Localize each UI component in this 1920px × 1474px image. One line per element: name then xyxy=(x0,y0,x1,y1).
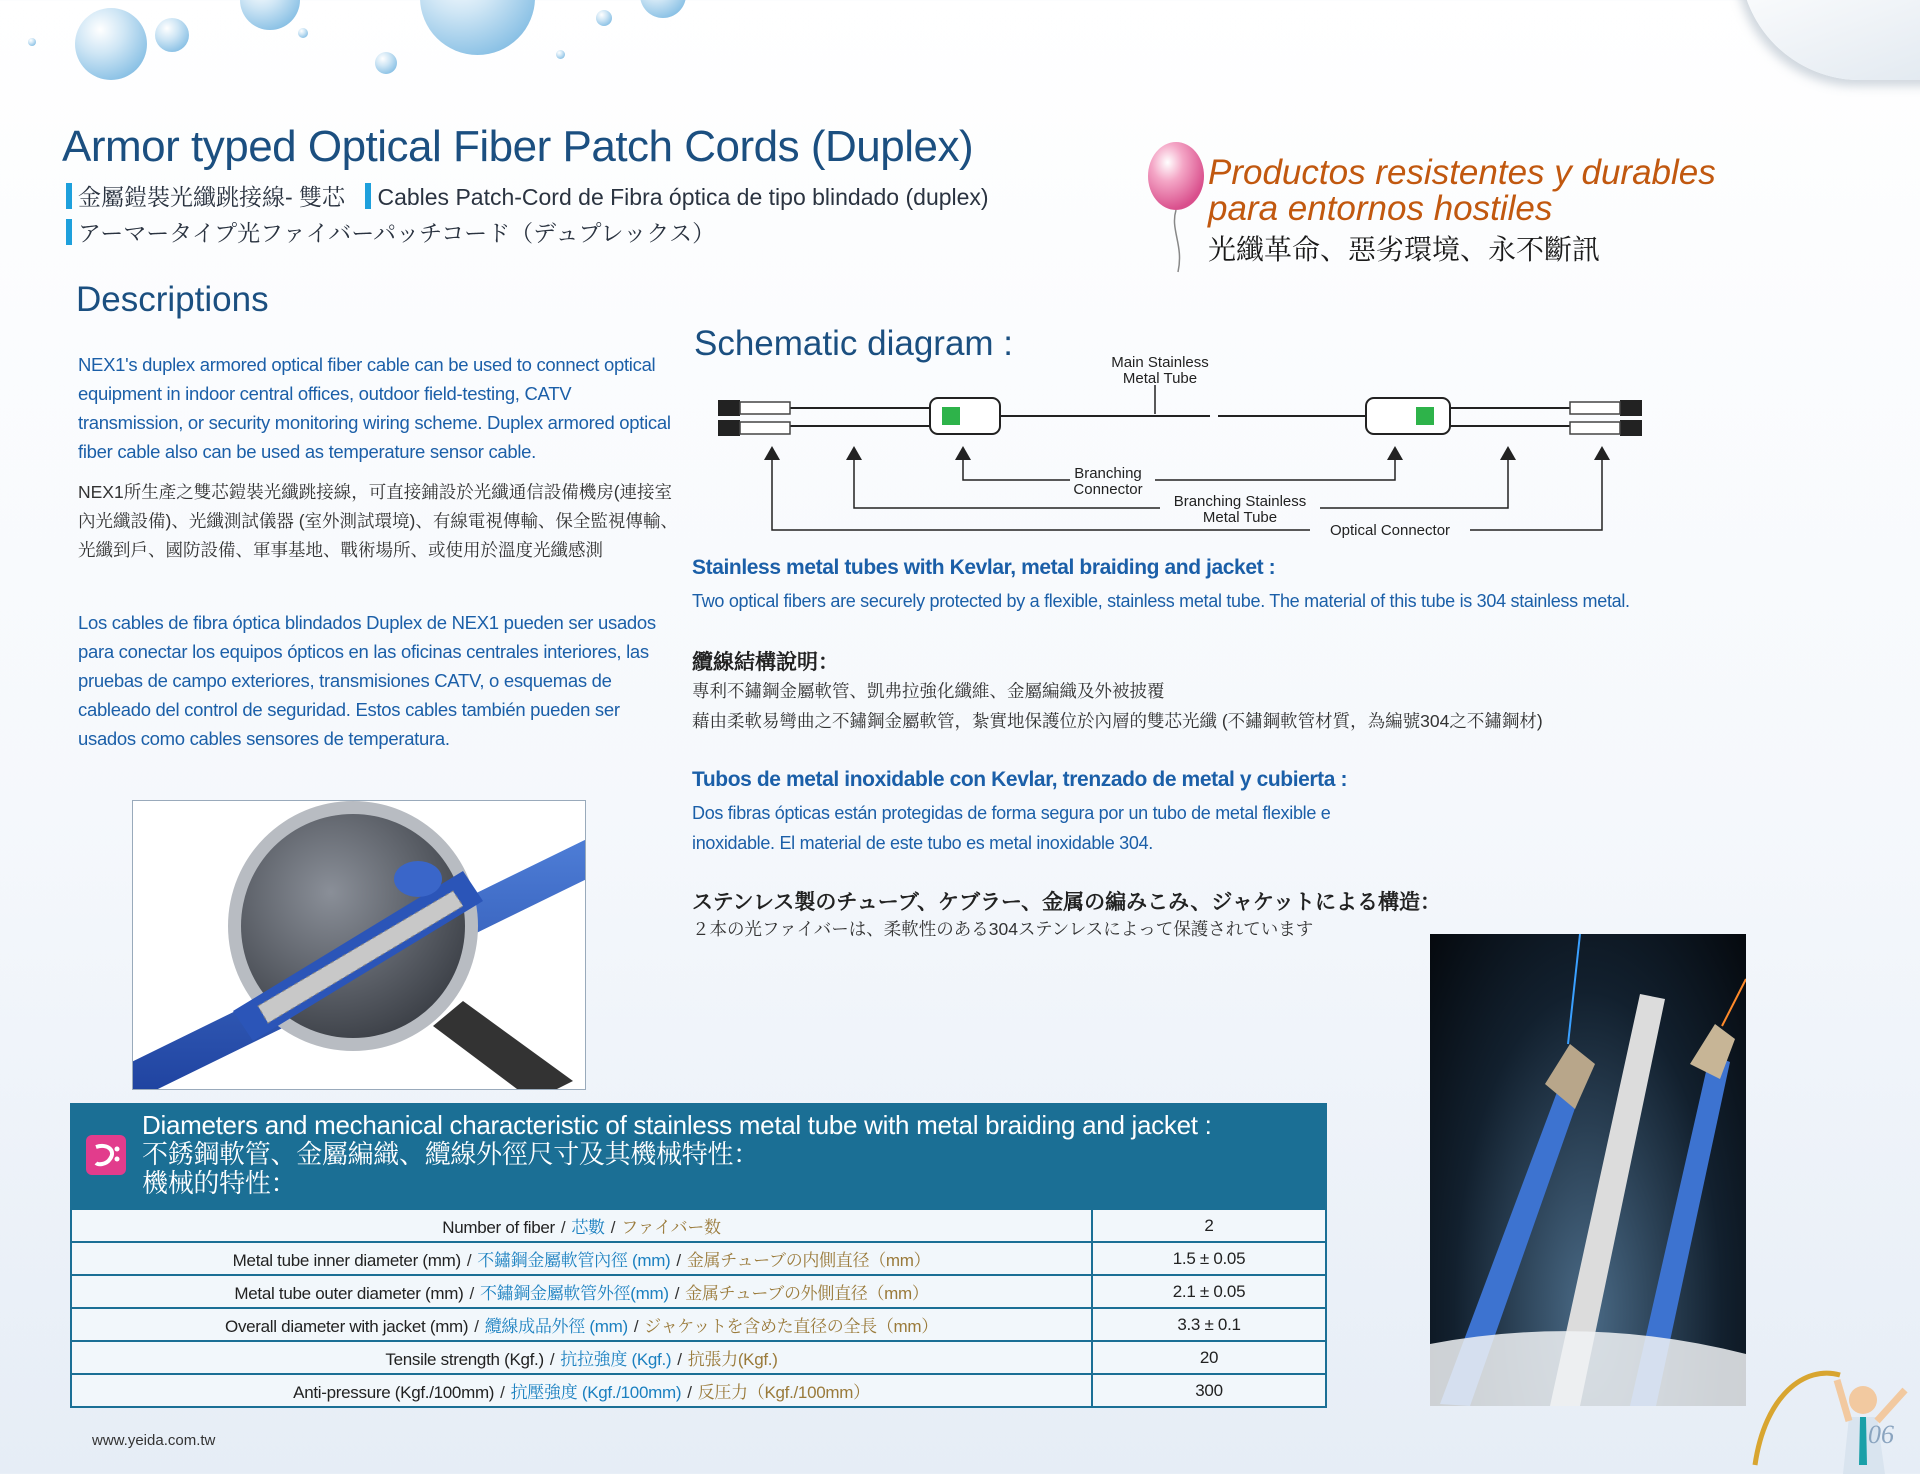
structure-en-heading: Stainless metal tubes with Kevlar, metal braiding and jacket : xyxy=(692,556,1276,579)
spec-label-jp: 金属チューブの内側直径（mm） xyxy=(686,1251,931,1270)
structure-es-body-2: inoxidable. El material de este tubo es metal inoxidable 304. xyxy=(692,833,1153,853)
page-number: 06 xyxy=(1868,1420,1894,1449)
corner-swoosh xyxy=(1740,0,1920,80)
page-title: Armor typed Optical Fiber Patch Cords (Duplex) xyxy=(62,122,974,171)
spec-label-zh: 芯數 xyxy=(571,1218,605,1237)
separator: / xyxy=(676,1251,681,1270)
separator: / xyxy=(560,1218,566,1237)
spec-label-en: Number of fiber xyxy=(442,1218,555,1237)
separator: / xyxy=(687,1383,692,1402)
tagline-es: Productos resistentes y durables para entornos hostiles xyxy=(1208,153,1716,228)
description-en: NEX1's duplex armored optical fiber cable can be used to connect optical equipment in indoor central offices, outdoor field-testing, CATV transmission, or security monitoring wiring scheme. Duplex armored optical fiber cable also can be used as temperature sensor cable. xyxy=(78,354,671,462)
spec-label-cell xyxy=(71,1209,1092,1242)
cable-magnifier-photo xyxy=(132,800,586,1090)
bubble-decoration xyxy=(640,0,686,18)
structure-zh-heading: 纜線結構說明： xyxy=(692,651,839,674)
spec-label-en: Overall diameter with jacket (mm) xyxy=(225,1317,469,1336)
spec-label-en: Metal tube outer diameter (mm) xyxy=(234,1284,464,1303)
structure-es-heading: Tubos de metal inoxidable con Kevlar, trenzado de metal y cubierta : xyxy=(692,768,1348,791)
separator: / xyxy=(469,1284,474,1303)
descriptions-heading: Descriptions xyxy=(76,280,269,319)
spec-label-zh: 不鏽鋼金屬軟管內徑 (mm) xyxy=(477,1251,671,1270)
subtitle-jp: アーマータイプ光ファイバーパッチコード（デュプレックス） xyxy=(78,220,716,246)
spec-value-cell: 2 xyxy=(1092,1209,1326,1242)
table-row xyxy=(71,1209,1326,1242)
bubble-decoration xyxy=(28,38,36,46)
description-zh: NEX1所生產之雙芯鎧裝光纖跳接線，可直接鋪設於光纖通信設備機房(連接室內光纖設備)、光纖測試儀器 (室外測試環境)、有線電視傳輸、保全監視傳輸、光纖到戶、國防設備、軍事基地、戰術場所、或使用於溫度光纖感測 xyxy=(78,482,678,560)
label-branching-2: Connector xyxy=(1073,481,1143,498)
bubble-decoration xyxy=(240,0,300,30)
subtitle-line-1 xyxy=(66,180,989,214)
label-branching-1: Branching xyxy=(1074,465,1142,482)
bubble-decoration xyxy=(556,50,565,59)
spec-label-zh: 纜線成品外徑 (mm) xyxy=(484,1317,628,1336)
spec-label-en: Metal tube inner diameter (mm) xyxy=(232,1251,461,1270)
footer-url[interactable]: www.yeida.com.tw xyxy=(92,1432,216,1449)
bubble-decoration xyxy=(75,8,147,80)
structure-en-body: Two optical fibers are securely protected by a flexible, stainless metal tube. The material of this tube is 304 stainless metal. xyxy=(692,591,1630,611)
spec-value-cell: 1.5 ± 0.05 xyxy=(1092,1242,1326,1275)
structure-jp-body: ２本の光ファイバーは、柔軟性のある304ステンレスによって保護されています xyxy=(692,919,1314,939)
label-main-tube-1: Main Stainless xyxy=(1111,354,1209,371)
spec-label-cell xyxy=(71,1275,1092,1308)
separator: / xyxy=(466,1251,472,1270)
spec-label-en: Anti-pressure (Kgf./100mm) xyxy=(293,1383,495,1402)
spec-label-zh: 不鏽鋼金屬軟管外徑(mm) xyxy=(479,1284,669,1303)
table-row xyxy=(71,1242,1326,1275)
spec-value-cell: 20 xyxy=(1092,1341,1326,1374)
brand-logo-icon xyxy=(86,1135,126,1175)
table-row xyxy=(71,1275,1326,1308)
spec-value-cell: 3.3 ± 0.1 xyxy=(1092,1308,1326,1341)
separator: / xyxy=(677,1350,682,1369)
table-heading-jp: 機械的特性： xyxy=(142,1168,297,1198)
separator: / xyxy=(610,1218,616,1237)
schematic-heading: Schematic diagram : xyxy=(694,324,1014,363)
separator: / xyxy=(674,1284,680,1303)
balloon-icon xyxy=(1140,140,1215,275)
separator: / xyxy=(633,1317,639,1336)
schematic-diagram xyxy=(700,350,1680,550)
accent-bar xyxy=(66,183,72,209)
cable-fibers-photo xyxy=(1430,934,1746,1406)
bubble-decoration xyxy=(420,0,535,55)
label-branch-tube-2: Metal Tube xyxy=(1202,509,1278,526)
structure-jp-heading: ステンレス製のチューブ、ケブラー、金属の編みこみ、ジャケットによる構造： xyxy=(692,891,1441,914)
separator: / xyxy=(474,1317,479,1336)
spec-value-cell: 300 xyxy=(1092,1374,1326,1407)
table-row xyxy=(71,1374,1326,1407)
accent-bar xyxy=(66,219,72,245)
structure-zh-body-2: 藉由柔軟易彎曲之不鏽鋼金屬軟管，紮實地保護位於內層的雙芯光纖 (不鏽鋼軟管材質，為編號304之不鏽鋼材) xyxy=(692,711,1543,731)
subtitle-zh: 金屬鎧裝光纖跳接線- 雙芯 xyxy=(78,184,346,210)
bubble-decoration xyxy=(155,18,189,52)
table-row xyxy=(71,1341,1326,1374)
spec-label-cell xyxy=(71,1341,1092,1374)
label-main-tube-2: Metal Tube xyxy=(1122,370,1198,387)
accent-bar xyxy=(365,183,371,209)
spec-label-jp: 金属チューブの外側直径（mm） xyxy=(685,1284,929,1303)
mascot-illustration xyxy=(1745,1355,1920,1474)
tagline-zh: 光纖革命、惡劣環境、永不斷訊 xyxy=(1208,234,1601,265)
spec-label-jp: 抗張力(Kgf.) xyxy=(687,1350,778,1369)
spec-label-jp: ファイバー数 xyxy=(621,1218,721,1237)
spec-label-zh: 抗壓強度 (Kgf./100mm) xyxy=(510,1383,682,1402)
spec-value-cell: 2.1 ± 0.05 xyxy=(1092,1275,1326,1308)
bubble-decoration xyxy=(375,52,397,74)
separator: / xyxy=(500,1383,505,1402)
spec-label-zh: 抗拉強度 (Kgf.) xyxy=(560,1350,672,1369)
table-heading-en: Diameters and mechanical characteristic of stainless metal tube with metal braiding and jacket : xyxy=(142,1110,1212,1140)
spec-label-cell xyxy=(71,1242,1092,1275)
spec-table-header xyxy=(70,1103,1327,1208)
spec-label-cell xyxy=(71,1308,1092,1341)
spec-label-en: Tensile strength (Kgf.) xyxy=(385,1350,544,1369)
spec-label-jp: ジャケットを含めた直径の全長（mm） xyxy=(644,1317,938,1336)
spec-label-cell xyxy=(71,1374,1092,1407)
spec-label-jp: 反圧力（Kgf./100mm） xyxy=(697,1383,870,1402)
label-branch-tube-1: Branching Stainless xyxy=(1173,493,1307,510)
bubble-decoration xyxy=(298,28,308,38)
description-es: Los cables de fibra óptica blindados Duplex de NEX1 pueden ser usados para conectar los equipos ópticos en las oficinas centrales interiores, las pruebas de campo exteriores, transmisiones CATV, o esquemas de cableado del control de seguridad. Estos cables también pueden ser usados como cables sensores de temperatura. xyxy=(78,612,656,749)
spec-table xyxy=(70,1208,1327,1408)
subtitle-es: Cables Patch-Cord de Fibra óptica de tipo blindado (duplex) xyxy=(377,184,989,210)
table-heading-zh: 不銹鋼軟管、金屬編織、纜線外徑尺寸及其機械特性： xyxy=(142,1139,759,1169)
label-optical-connector: Optical Connector xyxy=(1329,522,1451,539)
separator: / xyxy=(549,1350,555,1369)
bubble-decoration xyxy=(596,10,612,26)
structure-es-body-1: Dos fibras ópticas están protegidas de forma segura por un tubo de metal flexible e xyxy=(692,803,1331,823)
table-row xyxy=(71,1308,1326,1341)
subtitle-line-2 xyxy=(66,216,715,250)
structure-zh-body-1: 專利不鏽鋼金屬軟管、凱弗拉強化纖維、金屬編織及外被披覆 xyxy=(692,681,1165,701)
